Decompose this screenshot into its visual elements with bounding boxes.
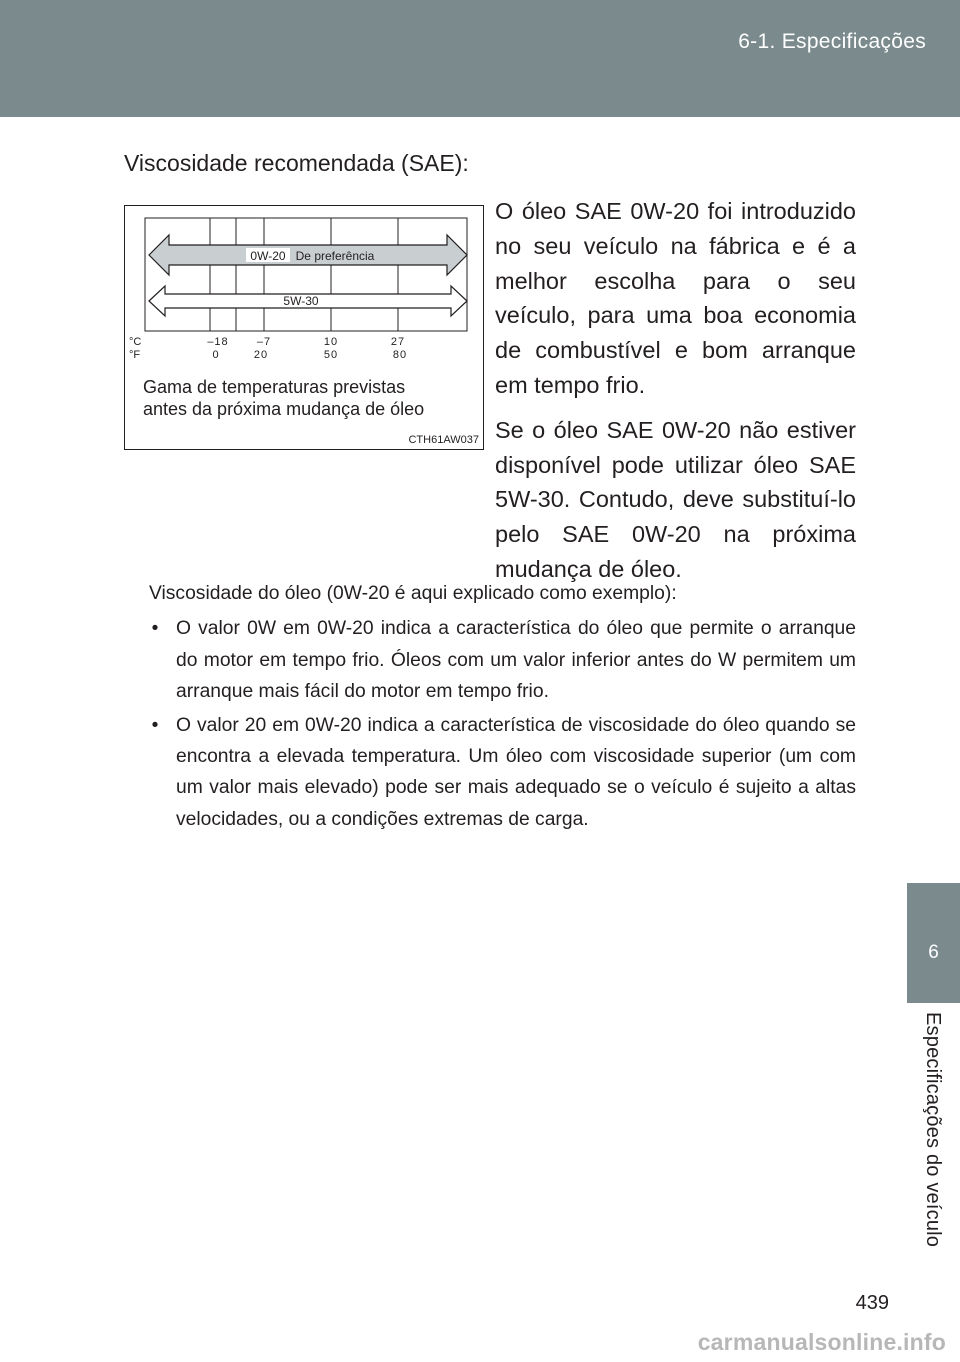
viscosity-figure — [124, 205, 484, 450]
bullet-icon: • — [151, 714, 159, 736]
tick-c: 10 — [323, 336, 339, 348]
chapter-number: 6 — [928, 942, 939, 963]
unit-celsius: °C — [129, 336, 142, 348]
notes-intro: Viscosidade do óleo (0W-20 é aqui explicado como exemplo): — [149, 583, 677, 604]
paragraph-alternative-oil: Se o óleo SAE 0W-20 não estiver disponível pode utilizar óleo SAE 5W-30. Contudo, deve substituí-lo pelo SAE 0W-20 na próxima mudança de óleo. — [495, 416, 856, 582]
watermark-text: carmanualsonline.info — [697, 1329, 946, 1355]
tick-c: –18 — [207, 336, 229, 348]
chapter-tab[interactable] — [907, 883, 960, 1003]
list-item — [149, 710, 856, 836]
paragraph-recommended-oil: O óleo SAE 0W-20 foi introduzido no seu veículo na fábrica e é a melhor escolha para o seu veículo, para uma boa economia de combustível e bom arranque em tempo frio. — [495, 198, 856, 398]
list-item — [149, 613, 856, 707]
figure-code: CTH61AW037 — [408, 434, 479, 446]
band-5w30-label: 5W-30 — [283, 294, 319, 308]
figure-caption — [143, 376, 424, 420]
section-subheading: Viscosidade recomendada (SAE): — [124, 150, 469, 176]
figure-caption-line: Gama de temperaturas previstas — [143, 377, 406, 397]
tick-f: 0 — [212, 349, 220, 361]
band-0w20-label: 0W-20 — [250, 249, 286, 263]
unit-fahrenheit: °F — [129, 349, 141, 361]
band-0w20-note: De preferência — [295, 249, 375, 263]
tick-c: –7 — [256, 336, 272, 348]
chapter-title: Especificações do veículo — [922, 1012, 944, 1248]
tick-f: 50 — [323, 349, 339, 361]
tick-c: 27 — [390, 336, 406, 348]
tick-f: 80 — [392, 349, 408, 361]
right-column-text — [495, 194, 856, 597]
page-number: 439 — [855, 1292, 889, 1314]
header-band — [0, 0, 960, 117]
figure-caption-line: antes da próxima mudança de óleo — [143, 399, 425, 419]
bullet-text: O valor 0W em 0W-20 indica a característica do óleo que permite o arranque do motor em tempo frio. Óleos com um valor inferior antes do W permitem um arranque mais fácil do motor em tempo frio. — [176, 618, 856, 703]
tick-f: 20 — [253, 349, 269, 361]
bullet-icon: • — [151, 618, 159, 640]
grid-frame — [145, 218, 467, 331]
section-reference: 6-1. Especificações — [738, 30, 926, 53]
viscosity-notes — [149, 578, 856, 837]
bullet-text: O valor 20 em 0W-20 indica a característica de viscosidade do óleo quando se encontra a elevada temperatura. Um óleo com viscosidade superior (um com um valor mais elevado) pode ser mais adequado se o veículo é sujeito a altas velocidades, ou a condições extremas de carga. — [176, 714, 856, 830]
